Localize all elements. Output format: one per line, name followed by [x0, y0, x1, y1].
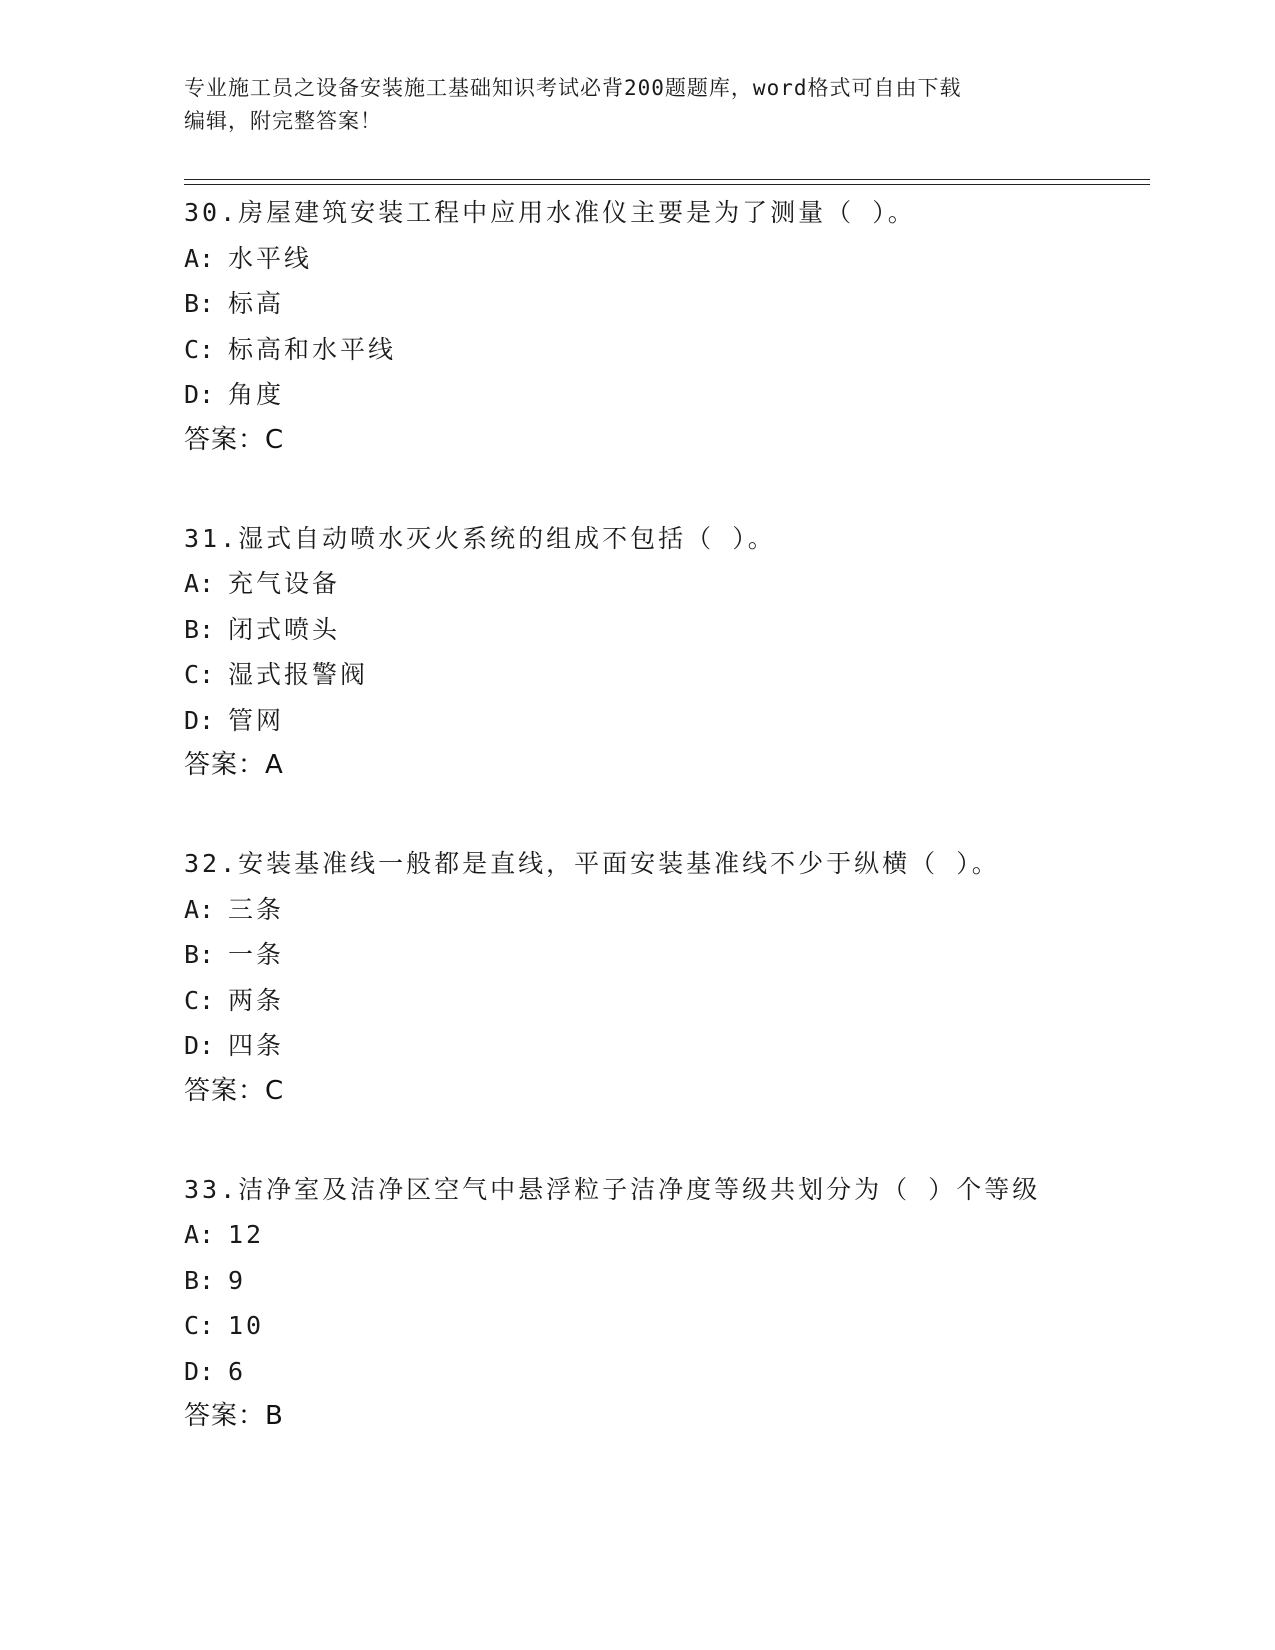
- answer-label: 答案：: [184, 1401, 266, 1431]
- option-text: 管网: [228, 705, 285, 735]
- option-letter: A:: [184, 243, 215, 273]
- answer-value: C: [265, 1075, 285, 1106]
- question-31: [184, 516, 1144, 789]
- option-letter: A:: [184, 1220, 215, 1249]
- header-line-2: 编辑，附完整答案！: [184, 109, 382, 133]
- option-text: 9: [228, 1265, 247, 1295]
- option-a: [184, 561, 1144, 607]
- option-c: [184, 978, 1144, 1024]
- question-stem: 31.湿式自动喷水灭火系统的组成不包括（ ）。: [184, 523, 776, 553]
- option-letter: D:: [184, 380, 215, 409]
- answer-line: [184, 418, 1144, 463]
- option-d: [184, 1349, 1144, 1395]
- answer-line: [184, 1394, 1144, 1439]
- option-d: [184, 372, 1144, 418]
- answer-value: C: [265, 424, 285, 455]
- option-d: [184, 1023, 1144, 1069]
- question-stem: 32.安装基准线一般都是直线，平面安装基准线不少于纵横（ ）。: [184, 849, 1000, 878]
- option-b: [184, 932, 1144, 978]
- answer-value: A: [265, 750, 284, 780]
- option-letter: B:: [184, 1265, 215, 1295]
- option-letter: B:: [184, 289, 215, 318]
- option-b: [184, 1258, 1144, 1304]
- option-text: 湿式报警阀: [228, 660, 369, 689]
- option-letter: B:: [184, 614, 215, 644]
- question-30: [184, 190, 1144, 463]
- option-letter: C:: [184, 660, 215, 689]
- question-32: [184, 841, 1144, 1114]
- answer-label: 答案：: [184, 424, 266, 455]
- option-text: 闭式喷头: [228, 614, 341, 644]
- header-line-1: 专业施工员之设备安装施工基础知识考试必背200题题库，word格式可自由下载: [184, 76, 962, 100]
- option-letter: A:: [184, 894, 215, 924]
- question-list: [184, 190, 1144, 1492]
- option-text: 两条: [228, 985, 285, 1015]
- option-b: [184, 607, 1144, 653]
- option-text: 角度: [228, 380, 285, 409]
- answer-label: 答案：: [184, 750, 266, 780]
- option-text: 一条: [228, 940, 285, 969]
- option-text: 标高和水平线: [228, 334, 397, 364]
- option-b: [184, 281, 1144, 327]
- answer-line: [184, 1069, 1144, 1114]
- option-text: 四条: [228, 1031, 285, 1060]
- question-stem: 30.房屋建筑安装工程中应用水准仪主要是为了测量（ ）。: [184, 198, 916, 227]
- option-text: 标高: [228, 289, 285, 318]
- option-text: 充气设备: [228, 569, 341, 598]
- document-header: [184, 72, 1084, 138]
- option-letter: C:: [184, 334, 215, 364]
- answer-line: [184, 743, 1144, 788]
- option-text: 10: [228, 1311, 265, 1340]
- header-divider-bottom: [184, 184, 1150, 185]
- question-stem: 33.洁净室及洁净区空气中悬浮粒子洁净度等级共划分为（ ）个等级: [184, 1174, 1041, 1204]
- option-text: 12: [228, 1220, 265, 1249]
- option-letter: A:: [184, 569, 215, 598]
- option-letter: C:: [184, 1311, 215, 1340]
- option-letter: D:: [184, 1356, 215, 1386]
- answer-value: B: [265, 1401, 284, 1431]
- answer-label: 答案：: [184, 1075, 266, 1106]
- question-33: [184, 1167, 1144, 1440]
- header-divider-top: [184, 179, 1150, 180]
- option-letter: C:: [184, 985, 215, 1015]
- option-c: [184, 652, 1144, 698]
- option-a: [184, 1212, 1144, 1258]
- option-d: [184, 698, 1144, 744]
- option-letter: D:: [184, 1031, 215, 1060]
- option-letter: B:: [184, 940, 215, 969]
- option-a: [184, 887, 1144, 933]
- option-text: 6: [228, 1356, 247, 1386]
- option-text: 水平线: [228, 243, 313, 273]
- option-a: [184, 236, 1144, 282]
- option-letter: D:: [184, 705, 215, 735]
- option-c: [184, 327, 1144, 373]
- option-text: 三条: [228, 894, 285, 924]
- option-c: [184, 1303, 1144, 1349]
